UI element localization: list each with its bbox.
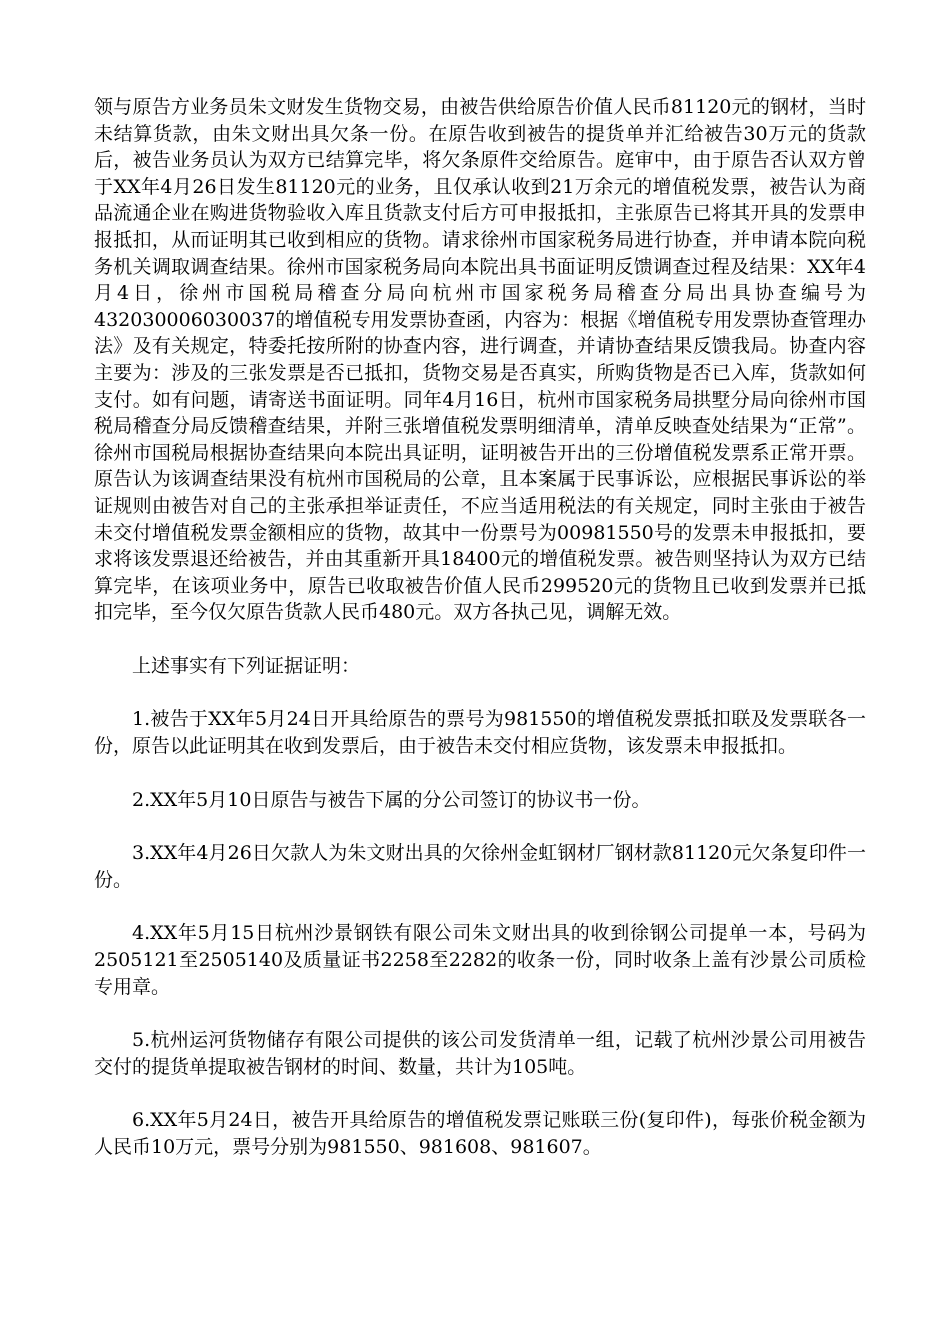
evidence-item-2: 2.XX年5月10日原告与被告下属的分公司签订的协议书一份。	[132, 788, 651, 811]
evidence-item-6: 6.XX年5月24日，被告开具给原告的增值税发票记账联三份(复印件)，每张价税金额为人民币10万元，票号分别为981550、981608、981607。	[94, 1109, 866, 1158]
evidence-item-3: 3.XX年4月26日欠款人为朱文财出具的欠徐州金虹钢材厂钢材款81120元欠条复印件一份。	[94, 842, 866, 891]
document-page	[94, 94, 866, 1161]
evidence-intro: 上述事实有下列证据证明：	[132, 654, 361, 677]
evidence-item-4: 4.XX年5月15日杭州沙景钢铁有限公司朱文财出具的收到徐钢公司提单一本，号码为2505121至2505140及质量证书2258至2282的收条一份，同时收条上盖有沙景公司质检专用章。	[94, 922, 866, 998]
body-paragraph-facts: 领与原告方业务员朱文财发生货物交易，由被告供给原告价值人民币81120元的钢材，当时未结算货款，由朱文财出具欠条一份。在原告收到被告的提货单并汇给被告30万元的货款后，被告业务员认为双方已结算完毕，将欠条原件交给原告。庭审中，由于原告否认双方曾于XX年4月26日发生81120元的业务，且仅承认收到21万余元的增值税发票，被告认为商品流通企业在购进货物验收入库且货款支付后方可申报抵扣，主张原告已将其开具的发票申报抵扣，从而证明其已收到相应的货物。请求徐州市国家税务局进行协查，并申请本院向税务机关调取调查结果。徐州市国家税务局向本院出具书面证明反馈调查过程及结果：XX年4月4日，徐州市国税局稽查分局向杭州市国家税务局稽查分局出具协查编号为432030006030037的增值税专用发票协查函，内容为：根据《增值税专用发票协查管理办法》及有关规定，特委托按所附的协查内容，进行调查，并请协查结果反馈我局。协查内容主要为：涉及的三张发票是否已抵扣，货物交易是否真实，所购货物是否已入库，货款如何支付。如有问题，请寄送书面证明。同年4月16日，杭州市国家税务局拱墅分局向徐州市国税局稽查分局反馈稽查结果，并附三张增值税发票明细清单，清单反映查处结果为“正常”。徐州市国税局根据协查结果向本院出具证明，证明被告开出的三份增值税发票系正常开票。原告认为该调查结果没有杭州市国税局的公章，且本案属于民事诉讼，应根据民事诉讼的举证规则由被告对自己的主张承担举证责任，不应当适用税法的有关规定，同时主张由于被告未交付增值税发票金额相应的货物，故其中一份票号为00981550号的发票未申报抵扣，要求将该发票退还给被告，并由其重新开具18400元的增值税发票。被告则坚持认为双方已结算完毕，在该项业务中，原告已收取被告价值人民币299520元的货物且已收到发票并已抵扣完毕，至今仅欠原告货款人民币480元。双方各执己见，调解无效。	[94, 96, 866, 624]
evidence-item-1: 1.被告于XX年5月24日开具给原告的票号为981550的增值税发票抵扣联及发票联各一份，原告以此证明其在收到发票后，由于被告未交付相应货物，该发票未申报抵扣。	[94, 708, 866, 758]
evidence-item-5: 5.杭州运河货物储存有限公司提供的该公司发货清单一组，记载了杭州沙景公司用被告交付的提货单提取被告钢材的时间、数量，共计为105吨。	[94, 1029, 866, 1078]
